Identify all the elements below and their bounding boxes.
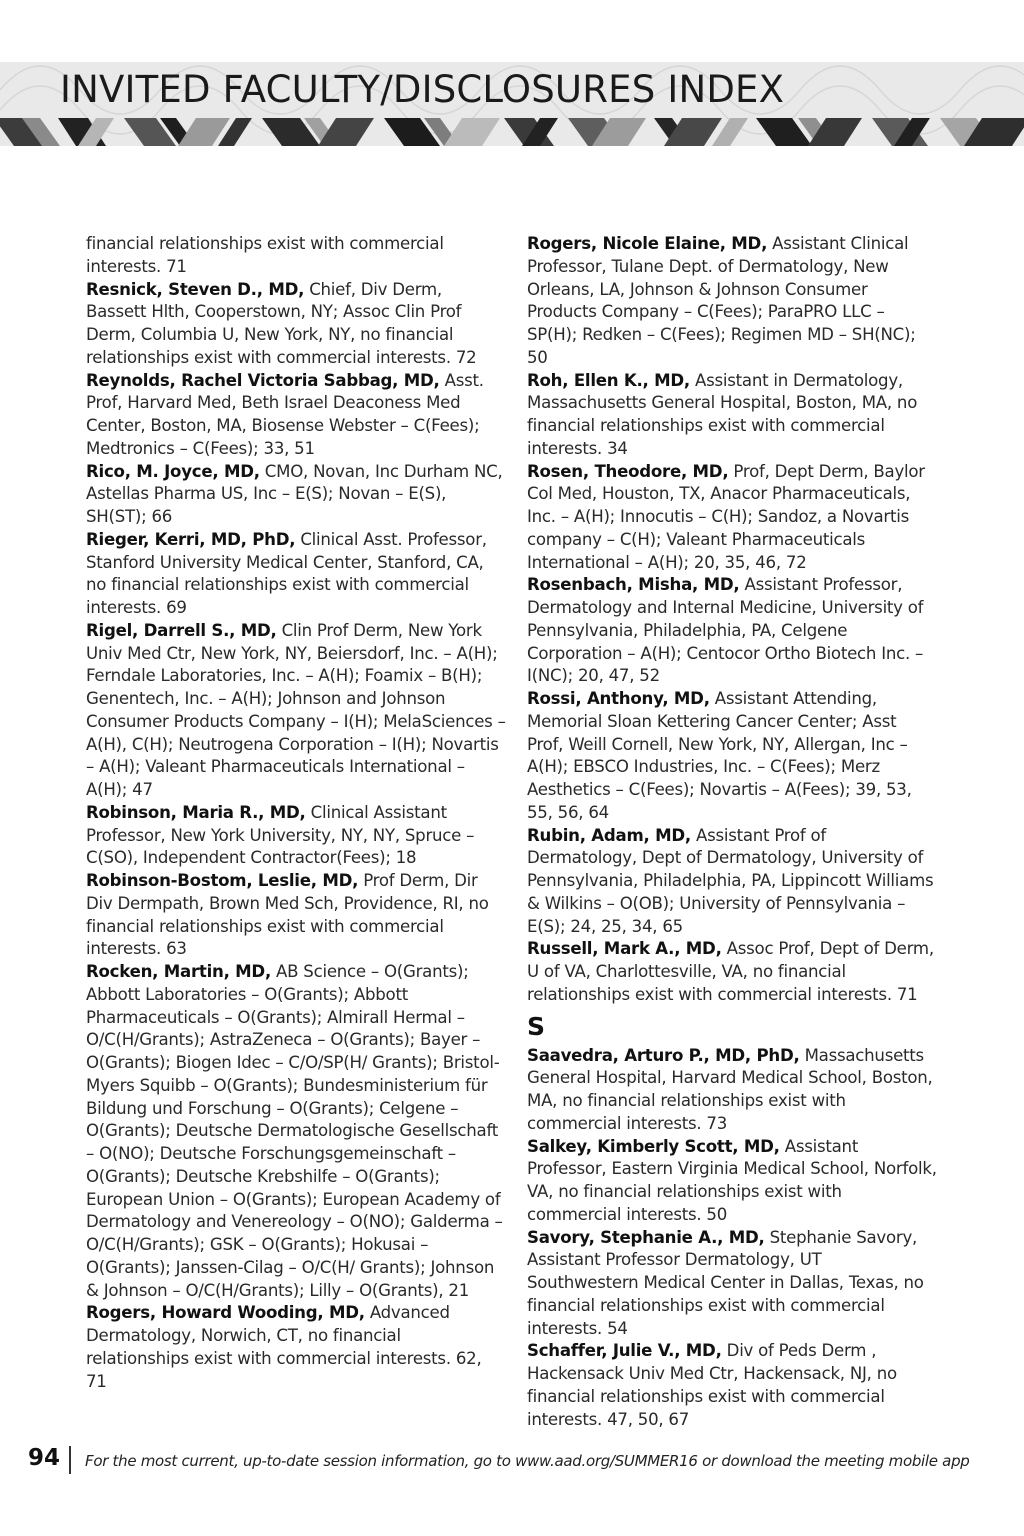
faculty-name: Rossi, Anthony, MD, [527, 689, 710, 708]
faculty-name: Rubin, Adam, MD, [527, 825, 691, 845]
faculty-details: Asst. Prof, Harvard Med, Beth Israel Deaconess Med Center, Boston, MA, Biosense Webster – C(Fees); Medtronics – C(Fees); 33, 51 [86, 370, 484, 458]
faculty-entry [527, 370, 937, 461]
faculty-name: Rigel, Darrell S., MD, [86, 620, 277, 640]
faculty-details: Stephanie Savory, Assistant Professor Dermatology, UT Southwestern Medical Center in Dallas, Texas, no financial relationships exist with commercial interests. 54 [527, 1227, 924, 1338]
faculty-entry [86, 279, 506, 370]
faculty-details: Prof Derm, Dir Div Dermpath, Brown Med Sch, Providence, RI, no financial relationships exist with commercial interests. 63 [86, 871, 489, 959]
faculty-name: Robinson, Maria R., MD, [86, 802, 306, 822]
faculty-name: Resnick, Steven D., MD, [86, 279, 305, 299]
faculty-name: Rosenbach, Misha, MD, [527, 575, 740, 595]
faculty-entry [527, 461, 937, 575]
faculty-entry [86, 370, 506, 461]
faculty-entry [527, 825, 937, 939]
faculty-entry [527, 1340, 937, 1431]
faculty-details: Assistant Attending, Memorial Sloan Kettering Cancer Center; Asst Prof, Weill Cornell, New York, NY, Allergan, Inc – A(H); EBSCO Industries, Inc. – C(Fees); Merz Aesthetics – C(Fees); Novartis – A(Fees); 39, 53, 55, 56, 64 [527, 689, 912, 822]
faculty-entry [86, 870, 506, 961]
faculty-entry [527, 1227, 937, 1341]
page-number: 94 [28, 1445, 61, 1471]
page-title: INVITED FACULTY/DISCLOSURES INDEX [60, 68, 785, 111]
faculty-name: Savory, Stephanie A., MD, [527, 1227, 765, 1247]
faculty-name: Schaffer, Julie V., MD, [527, 1341, 722, 1361]
faculty-name: Rogers, Nicole Elaine, MD, [527, 234, 768, 253]
faculty-entry [527, 938, 937, 1006]
faculty-entry [86, 961, 506, 1302]
faculty-name: Rieger, Kerri, MD, PhD, [86, 529, 296, 549]
faculty-name: Salkey, Kimberly Scott, MD, [527, 1136, 780, 1156]
faculty-entry [527, 233, 937, 370]
faculty-details: Assistant Clinical Professor, Tulane Dept. of Dermatology, New Orleans, LA, Johnson & Johnson Consumer Products Company – C(Fees); ParaPRO LLC – SP(H); Redken – C(Fees); Regimen MD – SH(NC); 50 [527, 234, 916, 367]
faculty-details: Massachusetts General Hospital, Harvard Medical School, Boston, MA, no financial relationships exist with commercial interests. 73 [527, 1045, 933, 1133]
faculty-details: Clinical Assistant Professor, New York University, NY, NY, Spruce – C(SO), Independent Contractor(Fees); 18 [86, 802, 475, 868]
faculty-details: Chief, Div Derm, Bassett Hlth, Cooperstown, NY; Assoc Clin Prof Derm, Columbia U, New York, NY, no financial relationships exist with commercial interests. 72 [86, 279, 477, 367]
faculty-name: Robinson-Bostom, Leslie, MD, [86, 871, 359, 890]
faculty-details: Assoc Prof, Dept of Derm, U of VA, Charlottesville, VA, no financial relationships exist with commercial interests. 71 [527, 939, 934, 1004]
faculty-entry [86, 461, 506, 529]
faculty-entry [527, 1045, 937, 1136]
faculty-details: Assistant Professor, Dermatology and Internal Medicine, University of Pennsylvania, Philadelphia, PA, Celgene Corporation – A(H); Centocor Ortho Biotech Inc. – I(NC); 20, 47, 52 [527, 575, 924, 686]
faculty-entry [86, 802, 506, 870]
footer-divider [69, 1446, 71, 1474]
faculty-details: Prof, Dept Derm, Baylor Col Med, Houston, TX, Anacor Pharmaceuticals, Inc. – A(H); Innocutis – C(H); Sandoz, a Novartis company – C(H); Valeant Pharmaceuticals International – A(H); 20, 35, 46, 72 [527, 461, 925, 572]
faculty-details: CMO, Novan, Inc Durham NC, Astellas Pharma US, Inc – E(S); Novan – E(S), SH(ST); 66 [86, 461, 503, 526]
faculty-details: Assistant Prof of Dermatology, Dept of Dermatology, University of Pennsylvania, Philadelphia, PA, Lippincott Williams & Wilkins – O(OB); University of Pennsylvania – E(S); 24, 25, 34, 65 [527, 825, 934, 936]
faculty-name: Rosen, Theodore, MD, [527, 461, 729, 481]
page-footer [28, 1445, 1008, 1479]
faculty-name: Roh, Ellen K., MD, [527, 370, 690, 390]
faculty-name: Saavedra, Arturo P., MD, PhD, [527, 1045, 800, 1065]
footer-note: For the most current, up-to-date session information, go to www.aad.org/SUMMER16 or download the meeting mobile app [85, 1452, 970, 1470]
faculty-details: Assistant in Dermatology, Massachusetts General Hospital, Boston, MA, no financial relationships exist with commercial interests. 34 [527, 370, 918, 458]
section-letter-heading: S [527, 1011, 546, 1041]
faculty-name: Reynolds, Rachel Victoria Sabbag, MD, [86, 370, 440, 390]
faculty-name: Russell, Mark A., MD, [527, 939, 722, 959]
faculty-name: Rogers, Howard Wooding, MD, [86, 1303, 365, 1323]
faculty-name: Rico, M. Joyce, MD, [86, 461, 260, 481]
right-column [527, 233, 937, 1431]
faculty-details: AB Science – O(Grants); Abbott Laboratories – O(Grants); Abbott Pharmaceuticals – O(Grants); Almirall Hermal – O/C(H/Grants); AstraZeneca – O(Grants); Bayer – O(Grants); Biogen Idec – C/O/SP(H/ Grants); Bristol-Myers Squibb – O(Grants); Bundesministerium für Bildung und Forschung – O(Grants); Celgene – O(Grants); Deutsche Dermatologische Gesellschaft – O(NO); Deutsche Forschungsgemeinschaft – O(Grants); Deutsche Krebshilfe – O(Grants); European Union – O(Grants); European Academy of Dermatology and Venereology – O(NO); Galderma – O/C(H/Grants); GSK – O(Grants); Hokusai – O(Grants); Janssen-Cilag – O/C(H/ Grants); Johnson & Johnson – O/C(H/Grants); Lilly – O(Grants), 21 [86, 962, 503, 1300]
faculty-details: Clinical Asst. Professor, Stanford University Medical Center, Stanford, CA, no financial relationships exist with commercial interests. 69 [86, 529, 487, 617]
faculty-entry [86, 1302, 506, 1393]
faculty-entry [86, 529, 506, 620]
faculty-entry [527, 1136, 937, 1227]
faculty-entry [527, 574, 937, 688]
faculty-entry [86, 620, 506, 802]
faculty-details: Clin Prof Derm, New York Univ Med Ctr, New York, NY, Beiersdorf, Inc. – A(H); Ferndale Laboratories, Inc. – A(H); Foamix – B(H); Genentech, Inc. – A(H); Johnson and Johnson Consumer Products Company – I(H); MelaSciences – A(H), C(H); Neutrogena Corporation – I(H); Novartis – A(H); Valeant Pharmaceuticals International – A(H); 47 [86, 620, 506, 799]
continuation-text: financial relationships exist with commercial interests. 71 [86, 234, 444, 276]
faculty-details: Assistant Professor, Eastern Virginia Medical School, Norfolk, VA, no financial relationships exist with commercial interests. 50 [527, 1136, 937, 1224]
page-header [0, 62, 1024, 146]
faculty-entry [527, 688, 937, 825]
left-column [86, 233, 506, 1393]
faculty-name: Rocken, Martin, MD, [86, 962, 272, 981]
faculty-details: Div of Peds Derm , Hackensack Univ Med Ctr, Hackensack, NJ, no financial relationships exist with commercial interests. 47, 50, 67 [527, 1341, 897, 1429]
faculty-details: Advanced Dermatology, Norwich, CT, no financial relationships exist with commercial interests. 62, 71 [86, 1303, 482, 1391]
